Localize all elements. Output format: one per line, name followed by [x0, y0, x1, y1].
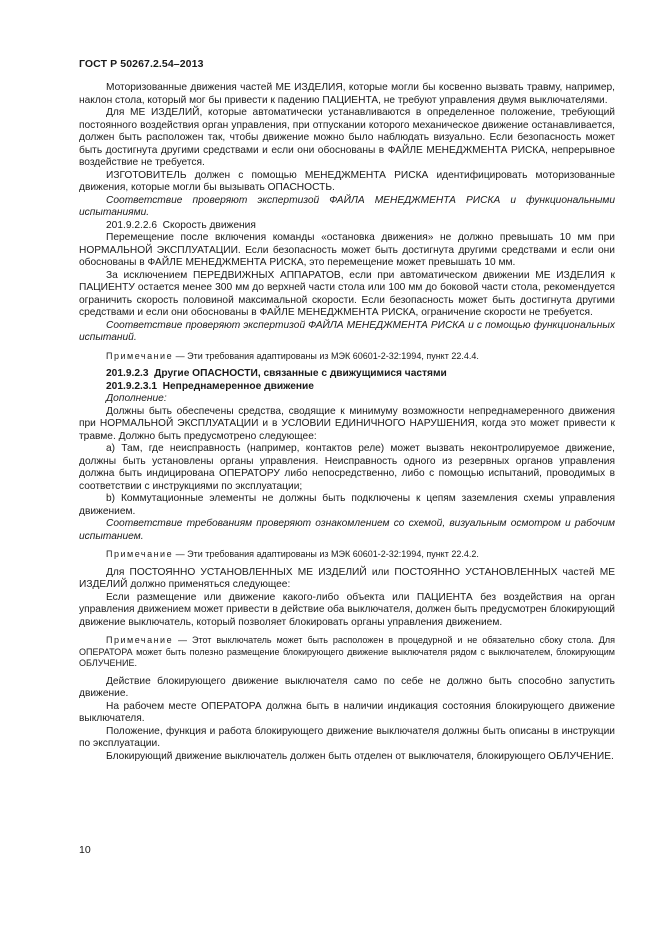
compliance-caps: ФАЙЛА МЕНЕДЖМЕНТА РИСКА: [329, 194, 501, 206]
note: [79, 549, 615, 561]
paragraph: Перемещение после включения команды «остановка движения» не должно превышать 10 мм при НОРМАЛЬНОЙ ЭКСПЛУАТАЦИИ. Если безопасность может быть достигнута другими средствами и если они обоснованы в ФАЙЛЕ МЕНЕДЖМЕНТА РИСКА, это перемещение может превышать 10 мм.: [79, 232, 615, 268]
note-text: — Этот выключатель может быть расположен в процедурной и не обязательно сбоку стола. Для ОПЕРАТОРА может быть полезно размещение блокирующего движение выключателя рядом с выключателем, блокирующим ОБЛУЧЕНИЕ.: [79, 635, 615, 668]
paragraph: ИЗГОТОВИТЕЛЬ должен с помощью МЕНЕДЖМЕНТА РИСКА идентифицировать моторизованные движения, которые могли бы вызывать ОПАСНОСТЬ.: [79, 169, 615, 193]
page-number: 10: [79, 844, 91, 856]
list-item: b) Коммутационные элементы не должны быть подключены к цепям заземления схемы управления движением.: [79, 493, 615, 517]
list-item: а) Там, где неисправность (например, контактов реле) может вызвать неконтролируемое движение, должны быть установлены органы управления. Неисправность одного из резервных органов управления должна быть индицирована ОПЕРАТОРУ либо непосредственно, либо с помощью испытаний, проводимых в соответствии с инструкциями по эксплуатации;: [79, 443, 615, 492]
note-label: Примечание: [106, 350, 174, 361]
note-text: — Эти требования адаптированы из МЭК 60601-2-32:1994, пункт 22.4.4.: [175, 350, 479, 361]
note-text: — Эти требования адаптированы из МЭК 60601-2-32:1994, пункт 22.4.2.: [175, 549, 479, 559]
compliance-lead: Соответствие проверяют экспертизой: [106, 319, 306, 331]
compliance-paragraph: Соответствие требованиям проверяют ознакомлением со схемой, визуальным осмотром и рабочим испытанием.: [79, 518, 615, 542]
paragraph: Действие блокирующего движение выключателя само по себе не должно быть способно запустить движение.: [79, 675, 615, 699]
paragraph: Должны быть обеспечены средства, сводящие к минимуму возможности непреднамеренного движения при НОРМАЛЬНОЙ ЭКСПЛУАТАЦИИ и в УСЛОВИИ ЕДИНИЧНОГО НАРУШЕНИЯ, когда это может привести к травме. Должно быть предусмотрено следующее:: [79, 405, 615, 442]
note: [79, 351, 615, 363]
paragraph: Моторизованные движения частей МЕ ИЗДЕЛИЯ, которые могли бы косвенно вызвать травму, например, наклон стола, который мог бы привести к падению ПАЦИЕНТА, не требуют управления двумя выключателями.: [79, 82, 615, 106]
section-heading: [79, 220, 615, 233]
compliance-paragraph: [79, 320, 615, 345]
compliance-tail: и функциональными испытаниями.: [79, 194, 616, 218]
compliance-lead: Соответствие проверяют экспертизой: [106, 194, 320, 206]
document-body: [79, 82, 615, 763]
compliance-caps: ФАЙЛА МЕНЕДЖМЕНТА РИСКА: [308, 319, 466, 331]
paragraph: Если размещение или движение какого-либо объекта или ПАЦИЕНТА без воздействия на орган управления движением может привести в действие оба выключателя, должен быть предусмотрен блокирующий движение выключатель, который позволяет блокировать органы управления движением.: [79, 591, 615, 628]
paragraph: За исключением ПЕРЕДВИЖНЫХ АППАРАТОВ, если при автоматическом движении МЕ ИЗДЕЛИЯ к ПАЦИЕНТУ остается менее 300 мм до верхней части стола или 100 мм до боковой части стола, рекомендуется ограничить скорость половиной максимальной скорости. Если безопасность может быть достигнута другими средствами и если они обоснованы в ФАЙЛЕ МЕНЕДЖМЕНТА РИСКА, ограничение скорости не требуется.: [79, 269, 615, 318]
note-label: Примечание: [106, 549, 174, 559]
note: [79, 635, 615, 670]
section-heading: [79, 381, 615, 394]
compliance-paragraph: [79, 195, 615, 220]
note-label: Примечание: [106, 635, 174, 645]
section-number: 201.9.2.3.1: [106, 380, 157, 392]
section-title: Скорость движения: [162, 219, 256, 231]
compliance-tail: и с помощью функциональных испытаний.: [79, 319, 615, 343]
section-title: Непреднамеренное движение: [162, 380, 314, 392]
paragraph: Для ПОСТОЯННО УСТАНОВЛЕННЫХ МЕ ИЗДЕЛИЙ или ПОСТОЯННО УСТАНОВЛЕННЫХ частей МЕ ИЗДЕЛИЙ должно применяться следующее:: [79, 566, 615, 590]
paragraph: Положение, функция и работа блокирующего движение выключателя должны быть описаны в инструкции по эксплуатации.: [79, 725, 615, 749]
paragraph: Для МЕ ИЗДЕЛИЙ, которые автоматически устанавливаются в определенное положение, требующий постоянного воздействия орган управления, при отпускании которого механическое движение останавливается, должен быть расположен так, чтобы движение можно было наблюдать визуально. Если безопасность может быть достигнута другими средствами и если они обоснованы в ФАЙЛЕ МЕНЕДЖМЕНТА РИСКА, непрерывное воздействие не требуется.: [79, 107, 615, 168]
section-heading: [79, 368, 615, 381]
standard-header: ГОСТ Р 50267.2.54–2013: [79, 58, 204, 70]
addition-label: Дополнение:: [106, 393, 167, 404]
paragraph: Блокирующий движение выключатель должен быть отделен от выключателя, блокирующего ОБЛУЧЕНИЕ.: [106, 750, 614, 762]
paragraph: На рабочем месте ОПЕРАТОРА должна быть в наличии индикация состояния блокирующего движение выключателя.: [79, 700, 615, 724]
section-number: 201.9.2.3: [106, 368, 149, 379]
section-number: 201.9.2.2.6: [106, 219, 157, 231]
section-title: Другие ОПАСНОСТИ, связанные с движущимися частями: [154, 368, 447, 379]
